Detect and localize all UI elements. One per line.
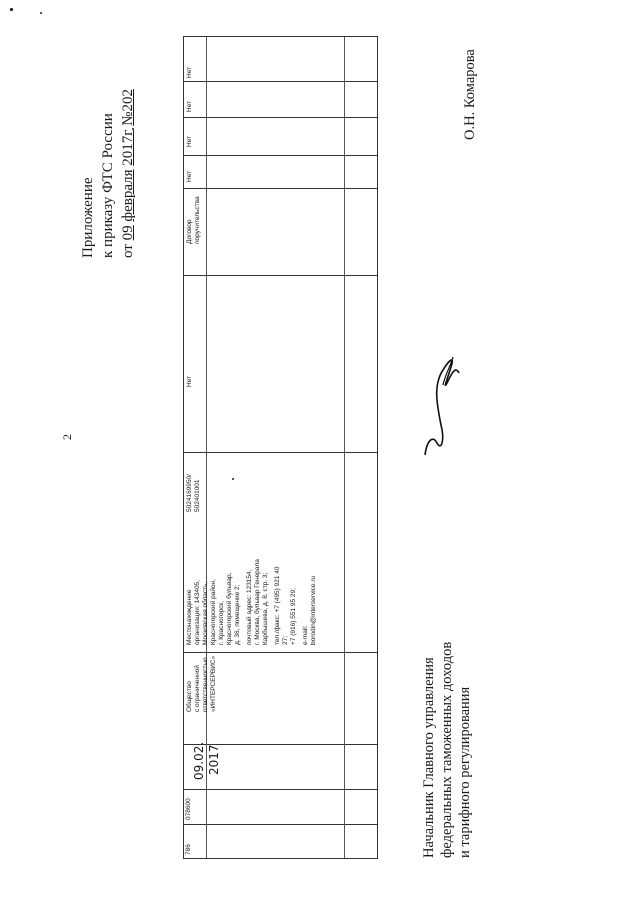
order-month: февраля	[120, 169, 136, 222]
net-2: Нет	[186, 135, 193, 147]
col-net: Нет	[186, 375, 193, 387]
net-1: Нет	[186, 170, 193, 182]
signer-name: О.Н. Комарова	[462, 49, 478, 140]
order-number: №202	[120, 89, 136, 126]
net-4: Нет	[186, 66, 193, 78]
appendix-title: Приложение	[80, 177, 96, 258]
scan-speck	[132, 128, 134, 130]
page-number: 2	[60, 434, 74, 440]
appendix-order-ref: к приказу ФТС России	[100, 113, 116, 258]
row-year: 2017	[207, 744, 221, 775]
row-code: 078600	[185, 798, 192, 820]
row-index: 786	[185, 844, 192, 855]
contract-type: Договор поручительства	[186, 196, 201, 244]
appendix-header	[78, 89, 138, 258]
scan-speck	[10, 8, 13, 11]
order-year: 2017г	[120, 129, 136, 166]
scan-speck	[232, 478, 234, 480]
signer-title: Начальник Главного управления федеральных таможенных доходов и тарифного регулирования	[421, 641, 473, 858]
registry-table	[183, 36, 378, 859]
handwritten-signature	[415, 345, 465, 460]
organization-name: Общество с ограниченной ответственностью «ИНТЕРСЕРВИС»	[186, 655, 217, 712]
organization-address: Местонахождение организации: 143405, Московская область, Красногорский район, г. Красногорск, Красногорский бульвар, д. 36, помещение 2; почтовый адрес: 123154, г. Москва, бульвар Генерала Карбышева, д. 8, стр. 3; тел./факс: +7 (495) 921 40 27; +7 (916) 551 95 29; e-mail: borodin@interservice.ru	[186, 559, 317, 645]
row-date: 09.02.	[192, 741, 206, 780]
order-day: 09	[120, 225, 136, 241]
inn-kpp: 5024169950/ 502401001	[186, 474, 201, 512]
appendix-date-line: от 09 февраля 2017г №202	[120, 89, 136, 258]
scan-speck	[40, 12, 42, 14]
net-3: Нет	[186, 100, 193, 112]
